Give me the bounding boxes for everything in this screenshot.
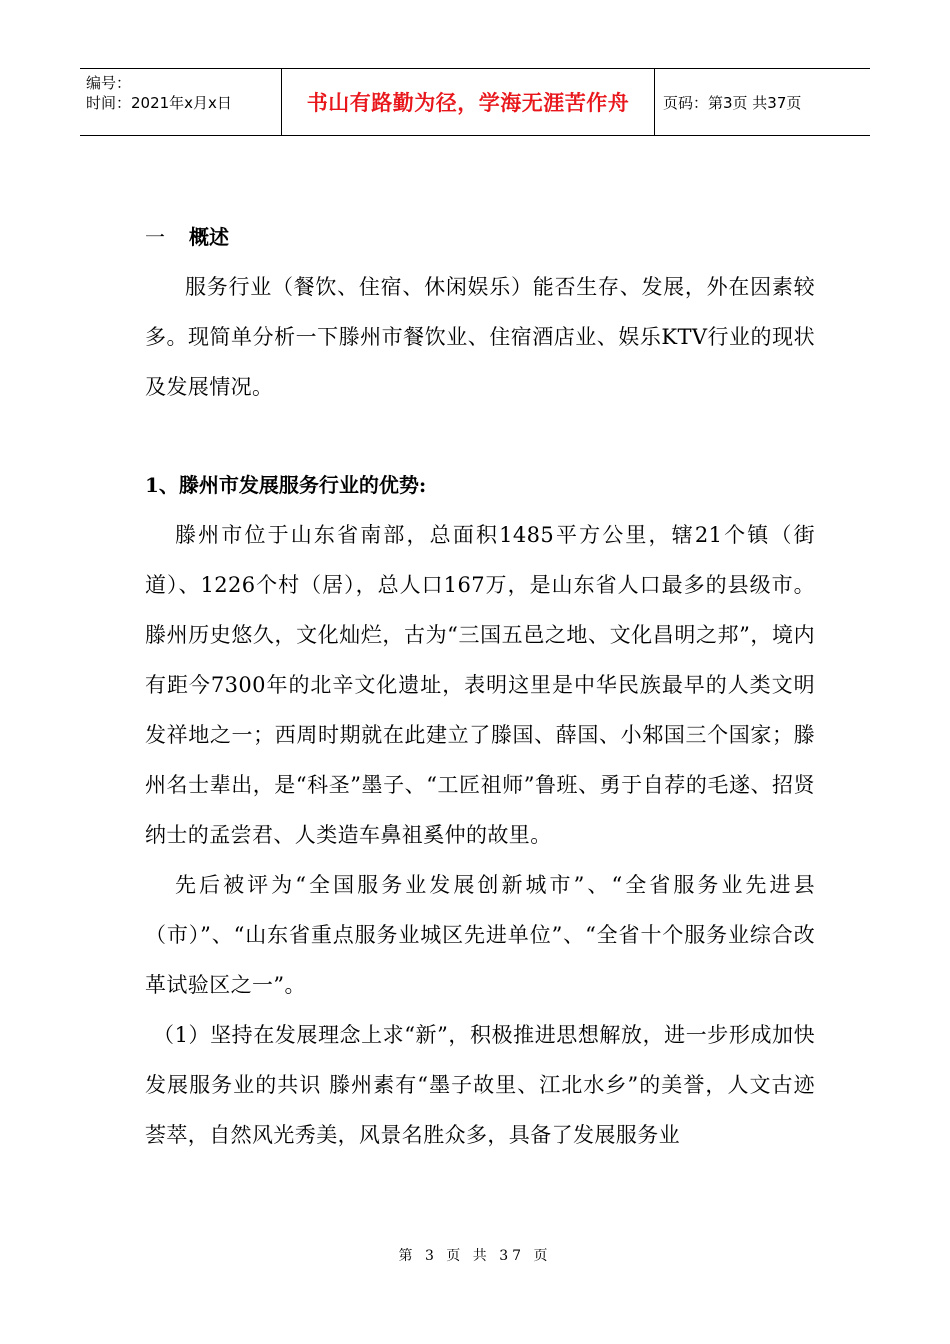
document-body	[145, 212, 815, 1160]
document-header	[80, 68, 870, 136]
section-heading	[145, 212, 815, 262]
header-slogan-cell	[282, 69, 655, 135]
page-info: 页码：第3页 共37页	[663, 93, 802, 112]
spacer	[145, 412, 815, 460]
body-paragraph: 滕州市位于山东省南部，总面积1485平方公里，辖21个镇（街道）、1226个村（居），总人口167万，是山东省人口最多的县级市。滕州历史悠久，文化灿烂，古为“三国五邑之地、文化昌明之邦”，境内有距今7300年的北辛文化遗址，表明这里是中华民族最早的人类文明发祥地之一；西周时期就在此建立了滕国、薛国、小邾国三个国家；滕州名士辈出，是“科圣”墨子、“工匠祖师”鲁班、勇于自荐的毛遂、招贤纳士的孟尝君、人类造车鼻祖奚仲的故里。	[145, 523, 815, 847]
page-footer: 第 3 页 共 37 页	[398, 1248, 552, 1264]
slogan: 书山有路勤为径，学海无涯苦作舟	[306, 91, 630, 115]
header-page-cell	[655, 69, 870, 135]
subsection-heading: 1、滕州市发展服务行业的优势:	[145, 473, 427, 497]
section-title: 概述	[189, 225, 229, 249]
body-paragraph: 先后被评为“全国服务业发展创新城市”、“全省服务业先进县（市）”、“山东省重点服务业城区先进单位”、“全省十个服务业综合改革试验区之一”。	[145, 873, 815, 997]
section-number: 一	[145, 225, 165, 249]
body-paragraph: （1）坚持在发展理念上求“新”，积极推进思想解放，进一步形成加快发展服务业的共识 滕州素有“墨子故里、江北水乡”的美誉，人文古迹荟萃，自然风光秀美，风景名胜众多，具备了发展服务业	[145, 1023, 815, 1147]
date-label: 时间：2021年x月x日	[86, 94, 232, 112]
number-label: 编号：	[86, 74, 132, 92]
header-meta-cell	[80, 69, 282, 135]
overview-paragraph: 服务行业（餐饮、住宿、休闲娱乐）能否生存、发展，外在因素较多。现简单分析一下滕州市餐饮业、住宿酒店业、娱乐KTV行业的现状及发展情况。	[145, 275, 815, 399]
